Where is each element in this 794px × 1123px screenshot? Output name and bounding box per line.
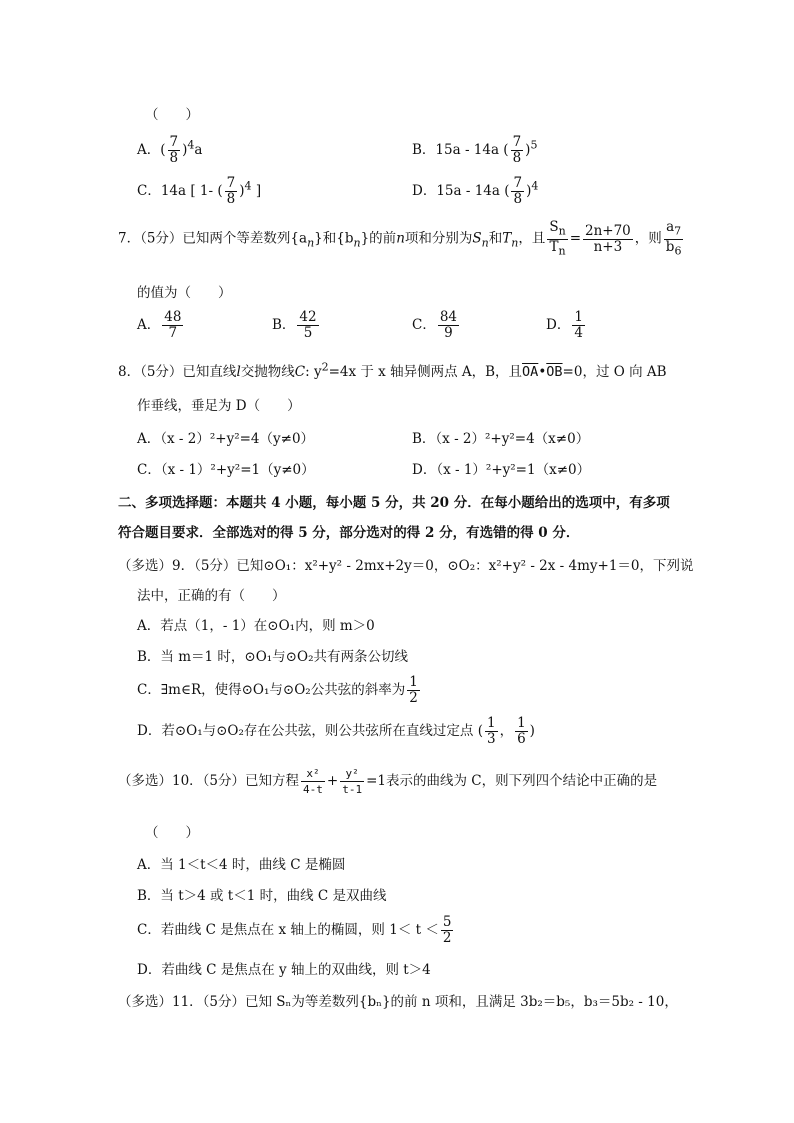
q6-option-d: D．15a - 14a ( $\frac{7}{8}$ )$^4$ [412, 175, 539, 207]
q6-paren: （ ） [145, 107, 199, 123]
q10-option-b: B．当 t＞4 或 t＜1 时，曲线 C 是双曲线 [137, 888, 387, 904]
q8-stem: 8．（5分）已知直线l交抛物线C: $y^2=4x$ 于 x 轴异侧两点 A，B，且$\overline{OA}•\overline{OB}=0$，过 O 向 AB [118, 360, 667, 380]
q8-option-d: D．（x - 1）²+y²=1（x≠0） [412, 462, 591, 478]
q7-option-a: A． $\frac{48}{7}$ [137, 309, 182, 341]
q7-option-c: C． $\frac{84}{9}$ [412, 309, 458, 341]
q9-option-b: B．当 m＝1 时，⊙O₁与⊙O₂共有两条公切线 [137, 649, 408, 665]
q9-option-d: D．若⊙O₁与⊙O₂存在公共弦，则公共弦所在直线过定点 ( $\frac{1}{3}$ ， $\frac{1}{6}$ ) [137, 715, 535, 747]
q9-option-a: A．若点（1，- 1）在⊙O₁内，则 m＞0 [137, 618, 375, 634]
q8-option-b: B．（x - 2）²+y²=4（x≠0） [412, 431, 590, 447]
q7-option-b: B． $\frac{42}{5}$ [272, 309, 317, 341]
q8-line2: 作垂线，垂足为 D（ ） [137, 398, 301, 414]
q10-stem: （多选）10．（5分）已知方程 $\frac{\text{x²}}{4-t}$ + $\frac{\text{y²}}{t-1}$ =1表示的曲线为 C，则下列四个结论中正确的是 [118, 767, 658, 796]
q10-paren: （ ） [145, 825, 199, 841]
q8-option-a: A．（x - 2）²+y²=4（y≠0） [137, 431, 315, 447]
q8-option-c: C．（x - 1）²+y²=1（y≠0） [137, 462, 315, 478]
q7-option-d: D． $\frac{1}{4}$ [546, 309, 583, 341]
q9-line1: （多选）9．（5分）已知⊙O₁：x²+y² - 2mx+2y＝0，⊙O₂：x²+y² - 2x - 4my+1＝0，下列说 [118, 558, 694, 574]
q11-line1: （多选）11．（5分）已知 Sₙ为等差数列{bₙ}的前 n 项和，且满足 3b₂＝b₅，b₃＝5b₂ - 10， [118, 994, 678, 1010]
q9-option-c: C．∃m∈R，使得⊙O₁与⊙O₂公共弦的斜率为 $\frac{1}{2}$ [137, 674, 418, 706]
q6-option-a: A．( $\frac{7}{8}$ )$^4$a [137, 134, 203, 166]
section2-line2: 符合题目要求．全部选对的得 5 分，部分选对的得 2 分，有选错的得 0 分． [118, 525, 580, 541]
q9-line2: 法中，正确的有（ ） [137, 588, 286, 604]
q6-option-c: C．14a [ 1- ( $\frac{7}{8}$ )$^4$ ] [137, 175, 262, 207]
q10-option-a: A．当 1＜t＜4 时，曲线 C 是椭圆 [137, 857, 346, 873]
q7-line2: 的值为（ ） [137, 285, 232, 301]
q7-stem: 7．（5分）已知两个等差数列$\{a_n\}$和$\{b_n\}$的前n项和分别为$S_n$和$T_n$，且 $\frac{S_n}{T_n}$ = $\frac{2n+70}{n+3}$ ，则 $\frac{a_7}{b_6}$ [118, 219, 682, 258]
q6-option-b: B．15a - 14a ( $\frac{7}{8}$ )$^5$ [412, 134, 538, 166]
section2-line1: 二、多项选择题：本题共 4 小题，每小题 5 分，共 20 分．在每小题给出的选项中，有多项 [118, 495, 670, 511]
q10-option-c: C．若曲线 C 是焦点在 x 轴上的椭圆，则 1＜ t ＜ $\frac{5}{2}$ [137, 914, 452, 946]
q10-option-d: D．若曲线 C 是焦点在 y 轴上的双曲线，则 t＞4 [137, 962, 431, 978]
